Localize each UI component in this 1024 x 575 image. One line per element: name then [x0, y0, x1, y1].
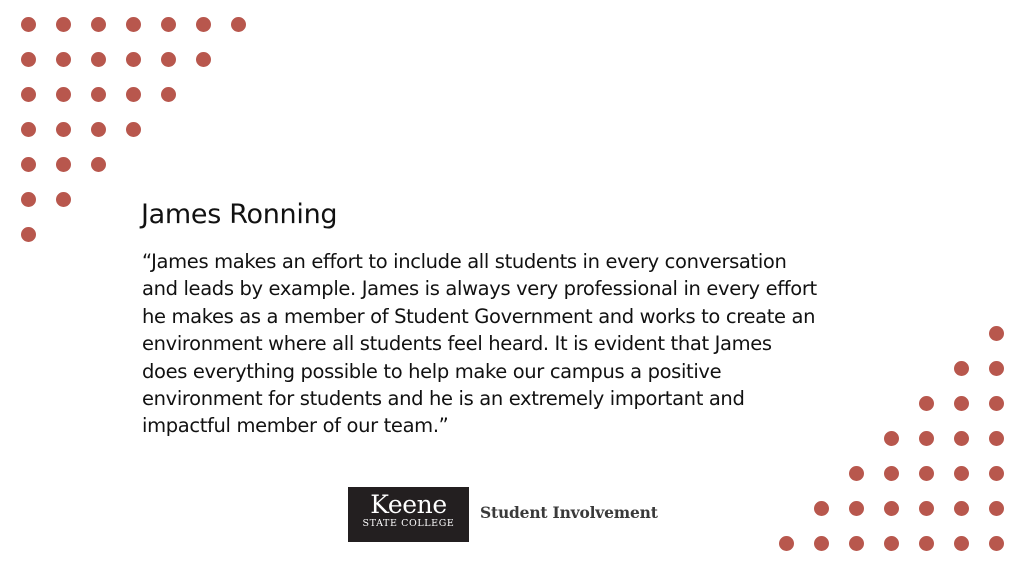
decorative-dot [954, 431, 969, 446]
decorative-dot [126, 122, 141, 137]
quote-line: impactful member of our team.” [142, 414, 449, 438]
quote-line: environment where all students feel heard. It is evident that James [142, 332, 772, 356]
decorative-dot [989, 361, 1004, 376]
decorative-dot [919, 501, 934, 516]
decorative-dot [126, 87, 141, 102]
decorative-dot [919, 466, 934, 481]
decorative-dot [989, 466, 1004, 481]
quote-line: and leads by example. James is always very professional in every effort [142, 277, 817, 301]
decorative-dot [814, 501, 829, 516]
decorative-dot [954, 501, 969, 516]
decorative-dot [21, 192, 36, 207]
decorative-dot [919, 536, 934, 551]
decorative-dot [161, 52, 176, 67]
keene-state-logo [348, 487, 469, 542]
quote-line: “James makes an effort to include all students in every conversation [142, 250, 787, 273]
decorative-dot [196, 52, 211, 67]
decorative-dot [21, 227, 36, 242]
decorative-dot [849, 466, 864, 481]
decorative-dot [989, 431, 1004, 446]
person-name: James Ronning [141, 199, 338, 230]
decorative-dot [91, 17, 106, 32]
decorative-dot [231, 17, 246, 32]
decorative-dot [56, 17, 71, 32]
decorative-dot [954, 536, 969, 551]
decorative-dot [56, 192, 71, 207]
decorative-dot [884, 501, 899, 516]
decorative-dot [91, 157, 106, 172]
decorative-dot [919, 431, 934, 446]
decorative-dot [91, 87, 106, 102]
decorative-dot [56, 52, 71, 67]
decorative-dot [779, 536, 794, 551]
decorative-dot [56, 122, 71, 137]
decorative-dot [21, 157, 36, 172]
quote-line: does everything possible to help make our campus a positive [142, 359, 722, 383]
decorative-dot [91, 122, 106, 137]
decorative-dot [56, 87, 71, 102]
decorative-dot [884, 536, 899, 551]
decorative-dot [91, 52, 106, 67]
department-label: Student Involvement [480, 503, 658, 522]
decorative-dot [814, 536, 829, 551]
decorative-dot [954, 361, 969, 376]
decorative-dot [919, 396, 934, 411]
decorative-dot [56, 157, 71, 172]
quote-line: he makes as a member of Student Government and works to create an [142, 304, 816, 328]
decorative-dot [849, 536, 864, 551]
logo-wordmark: Keene [370, 490, 447, 519]
decorative-dot [849, 501, 864, 516]
decorative-dot [989, 396, 1004, 411]
decorative-dot [196, 17, 211, 32]
decorative-dot [989, 501, 1004, 516]
decorative-dot [126, 52, 141, 67]
quote-line: environment for students and he is an extremely important and [142, 387, 745, 411]
decorative-dot [989, 536, 1004, 551]
decorative-dot [126, 17, 141, 32]
decorative-dot [21, 17, 36, 32]
decorative-dot [21, 122, 36, 137]
decorative-dot [989, 326, 1004, 341]
decorative-dot [161, 87, 176, 102]
decorative-dot [21, 87, 36, 102]
decorative-dot [884, 466, 899, 481]
decorative-dot [954, 466, 969, 481]
decorative-dot [954, 396, 969, 411]
decorative-dot [161, 17, 176, 32]
decorative-dot [21, 52, 36, 67]
testimonial-quote [142, 248, 902, 440]
logo-subtitle: STATE COLLEGE [362, 518, 455, 529]
